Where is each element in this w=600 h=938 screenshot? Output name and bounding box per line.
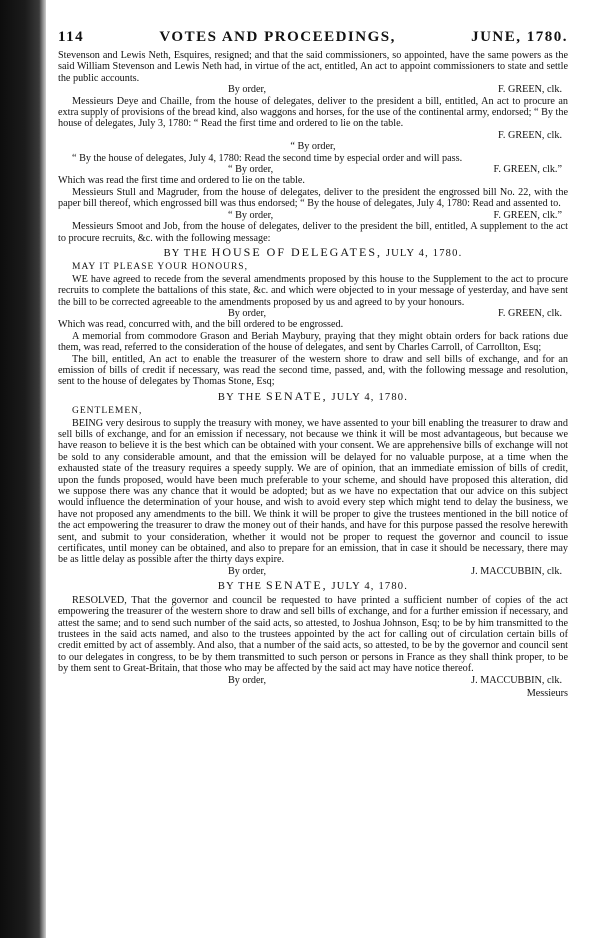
by-order: “ By order, bbox=[290, 141, 336, 153]
by-order: “ By order, bbox=[228, 164, 274, 176]
running-header bbox=[58, 28, 568, 46]
running-date: JUNE, 1780. bbox=[471, 29, 568, 45]
signature-line bbox=[58, 210, 568, 221]
clerk-signature: J. MACCUBBIN, clk. bbox=[471, 565, 562, 577]
paragraph: “ By the house of delegates, July 4, 1780: Read the second time by especial order and will pass. bbox=[72, 152, 463, 164]
by-order: “ By order, bbox=[228, 209, 274, 221]
page-content bbox=[58, 28, 568, 699]
paragraph: RESOLVED, That the governor and council be requested to have printed a sufficient number of copies of the act empowering the treasurer of the western shore to draw and sell bills of exchange, and for a further emission if necessary, and attest the same; and to send such number of the said acts, so attested, to Joshua Johnson, Esq; to be by him transmitted to the trustees in the said acts named, and also to the trustees appointed by the act for calling out of circulation certain bills of credit emitted by act of assembly. And also, that a number of the said acts, so attested, to be by the governor and council sent to our delegates in congress, to be by them transmitted to such person or persons in France as they shall think proper, to be by them sent to Great-Britain, that those who may be affected by the said act may have notice thereof. bbox=[58, 594, 568, 675]
heading-body: HOUSE OF DELEGATES, bbox=[211, 244, 382, 259]
by-order: By order, bbox=[228, 307, 267, 319]
signature-line bbox=[58, 566, 568, 577]
paragraph: Stevenson and Lewis Neth, Esquires, resigned; and that the said commissioners, so appointed, have the same powers as the said William Stevenson and Lewis Neth had, in virtue of the act, entitled, An act to appoint commissioners to state and settle the public accounts. bbox=[58, 50, 568, 84]
by-order: By order, bbox=[228, 565, 267, 577]
heading-date: JULY 4, 1780. bbox=[331, 581, 409, 593]
paragraph: Messieurs Smoot and Job, from the house of delegates, deliver to the president the bill, entitled, A supplement to the act to procure recruits, &c. with the following message: bbox=[58, 221, 568, 244]
paragraph: Messieurs Stull and Magruder, from the house of delegates, deliver to the president the engrossed bill No. 22, with the paper bill thereof, which engrossed bill was thus endorsed; “ By the house of delegates, July 4, 1780: Read and assented to. bbox=[58, 186, 568, 210]
page-number: 114 bbox=[58, 29, 85, 45]
clerk-signature: J. MACCUBBIN, clk. bbox=[471, 674, 562, 686]
salutation: GENTLEMEN, bbox=[72, 406, 143, 417]
heading-date: JULY 4, 1780. bbox=[385, 247, 463, 259]
page-gutter-shadow bbox=[0, 0, 46, 938]
section-heading bbox=[58, 244, 568, 259]
signature-line bbox=[58, 84, 568, 95]
paragraph: WE have agreed to recede from the several amendments proposed by this house to the Supplement to the act to procure recruits to complete the battalions of this state, &c. and which were objected to in your message of yesterday, and have sent the bill to be corrected agreeable to the amendments proposed by us and agreed to by your honours. bbox=[58, 273, 568, 308]
section-heading bbox=[58, 388, 568, 403]
paragraph: Which was read, concurred with, and the bill ordered to be engrossed. bbox=[58, 319, 344, 331]
signature-line bbox=[58, 675, 568, 686]
paragraph: A memorial from commodore Grason and Beriah Maybury, praying that they might obtain orders for back rations due them, was read, referred to the consideration of the house of delegates, and sent by Charles Carroll, of Carrollton, Esq; bbox=[58, 330, 568, 354]
paragraph: Which was read the first time and ordered to lie on the table. bbox=[58, 175, 305, 187]
by-order: By order, bbox=[228, 674, 267, 686]
salutation: MAY IT PLEASE YOUR HONOURS, bbox=[72, 262, 248, 273]
paragraph: BEING very desirous to supply the treasury with money, we have assented to your bill enabling the treasurer to draw and sell bills of exchange, and for an emission if necessary, not because we think it will be most advantageous, but because we have reason to believe it is the best which can be obtained with your consent. We are apprehensive bills of exchange will not be sold to any considerable amount, and that the emission will be delayed for no valuable purpose, at a time when the exhausted state of the treasury requires a speedy supply. We are of opinion, that an immediate emission of bills of credit, upon the funds proposed, would have been much preferable to your scheme, and should have proposed this alteration, did we suppose there was any chance that it would be adopted; but as we have no expectation that our advice on this subject would influence the determination of your house, and wish to avoid every step which might tend to delay the business, we have not proposed any amendments to the bill. We think it will be proper to give the trustees mentioned in the bill notice of the act empowering the treasurer to draw the money out of their hands, and have for this purpose passed the resolve herewith sent, and submit to your consideration, whether it would not be proper to request the governor and council to issue certificates, until money can be obtained, and also to prepare for an emission, that in case it should be necessary, there may be as little delay as possible after the thirty days expire. bbox=[58, 417, 568, 566]
catchword: Messieurs bbox=[526, 687, 568, 699]
clerk-signature: F. GREEN, clk.” bbox=[493, 164, 562, 176]
paragraph: Messieurs Deye and Chaille, from the house of delegates, deliver to the president a bill, entitled, An act to procure an extra supply of provisions of the bread kind, also waggons and horses, for the use of the continental army, endorsed; “ By the house of delegates, July 3, 1780: “ Read the first time and ordered to lie on the table. bbox=[58, 95, 569, 130]
heading-prefix: BY THE bbox=[217, 391, 263, 403]
clerk-signature: F. GREEN, clk. bbox=[498, 129, 562, 141]
by-order: By order, bbox=[228, 84, 267, 96]
heading-prefix: BY THE bbox=[217, 581, 263, 593]
heading-body: SENATE, bbox=[266, 388, 328, 403]
heading-date: JULY 4, 1780. bbox=[331, 391, 409, 403]
signature-line bbox=[58, 130, 568, 141]
paragraph: The bill, entitled, An act to enable the treasurer of the western shore to draw and sell bills of exchange, and for an emission of bills of credit if necessary, was read the second time, passed, and, with the following message and resolution, sent to the house of delegates by Thomas Stone, Esq; bbox=[58, 353, 568, 388]
clerk-signature: F. GREEN, clk.” bbox=[493, 209, 562, 221]
signature-line bbox=[58, 308, 568, 319]
clerk-signature: F. GREEN, clk. bbox=[498, 84, 562, 96]
section-heading bbox=[58, 580, 568, 592]
heading-prefix: BY THE bbox=[163, 247, 208, 259]
heading-body: SENATE, bbox=[266, 578, 328, 593]
signature-line bbox=[58, 164, 568, 175]
clerk-signature: F. GREEN, clk. bbox=[498, 307, 562, 319]
running-title: VOTES AND PROCEEDINGS, bbox=[159, 29, 396, 45]
